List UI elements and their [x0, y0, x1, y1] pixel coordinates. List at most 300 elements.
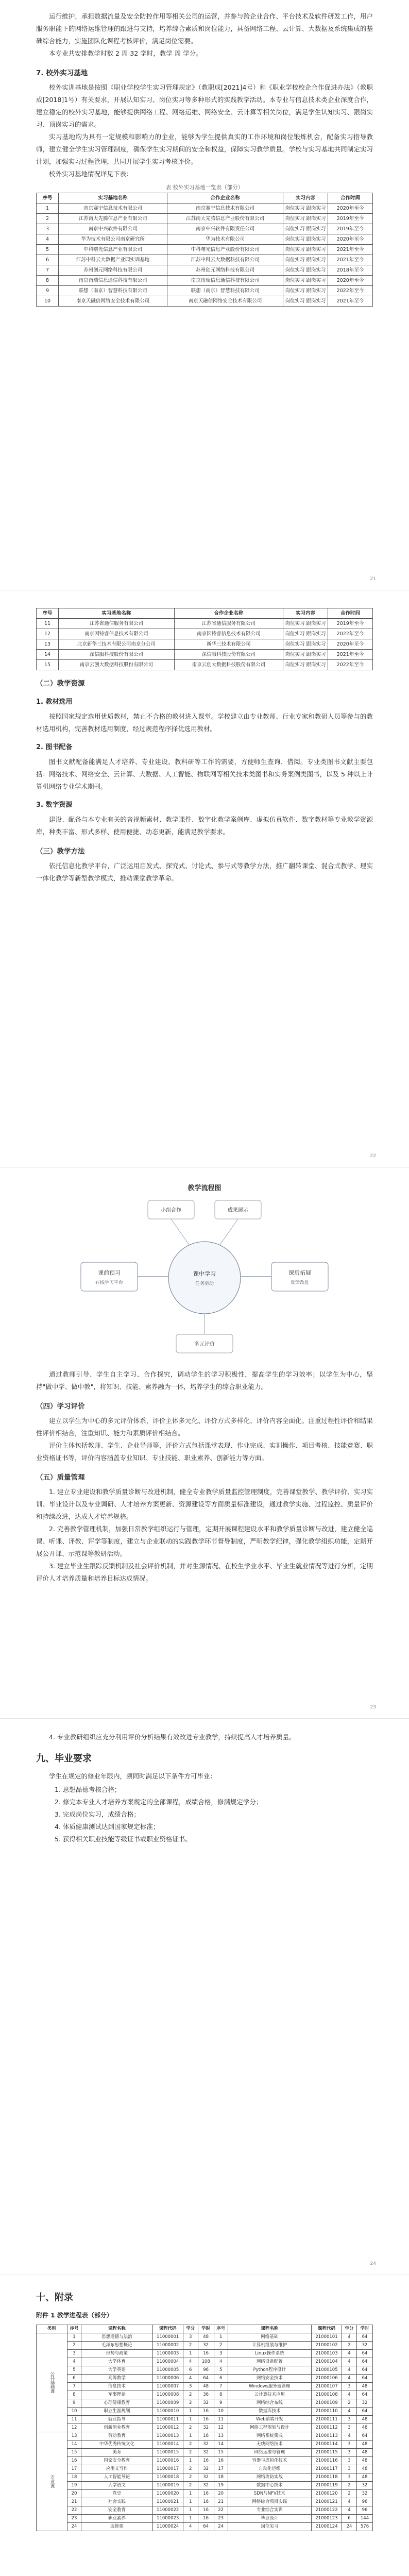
- table-cell: 11000006: [152, 2375, 183, 2383]
- table-cell: 岗位实习 跟岗实习: [283, 619, 328, 629]
- col-header: 序号: [37, 193, 59, 204]
- table-cell: 21000106: [312, 2375, 342, 2383]
- table-cell: 32: [198, 2449, 214, 2457]
- table-cell: 新华三技术有限公司: [174, 639, 283, 650]
- paragraph: 3. 建立毕业生跟踪反馈机制及社会评价机制，并对生源情况、在校生学业水平、毕业生就业情况等进行分析，定期评价人才培养质量和培养目标达成情况。: [36, 1562, 373, 1582]
- paragraph: 按照国家规定选用优质教材，禁止不合格的教材进入课堂。学校建立由专业教师、行业专家和教研人员等参与的教材选用机构，完善教材选用制度，经过规范程序择优选用教材。: [36, 713, 373, 733]
- table-cell: 岗位实习 跟岗实习: [283, 629, 328, 639]
- table-cell: 8: [37, 276, 59, 286]
- table-cell: 2021年至今: [328, 255, 373, 265]
- table-row: [37, 214, 373, 224]
- table-cell: 14: [37, 650, 59, 660]
- table-cell: 网络系统集成: [228, 2432, 311, 2441]
- table-cell: 2: [183, 2465, 198, 2473]
- table-cell: 21000113: [312, 2432, 342, 2441]
- table-cell: 联想（南京）智慧科技有限公司: [59, 286, 167, 296]
- table-cell: 南京云创大数据科技股份有限公司: [174, 660, 283, 670]
- list-item: 5. 获得相关职业技能等级证书或职业资格证书。: [55, 1835, 192, 1843]
- flow-node: 任务驱动: [195, 1281, 214, 1286]
- flow-node: 多元评价: [194, 1342, 215, 1347]
- table-cell: 南京因特睿信息技术有限公司: [59, 629, 175, 639]
- flow-svg: [71, 1180, 338, 1365]
- table-cell: 32: [198, 2342, 214, 2350]
- table-cell: 1: [183, 2506, 198, 2515]
- table-cell: 4: [183, 2523, 198, 2531]
- table-cell: 16: [198, 2515, 214, 2523]
- table-cell: 11000015: [152, 2449, 183, 2457]
- graduation-list: [36, 1784, 373, 1845]
- flow-node: 成果展示: [228, 1208, 248, 1213]
- table-cell: 576: [357, 2523, 373, 2531]
- table-cell: 岗位实习 跟岗实习: [283, 660, 328, 670]
- sub-heading: 1. 教材选用: [36, 698, 73, 706]
- table-cell: 16: [198, 2498, 214, 2506]
- table-cell: 23: [214, 2515, 228, 2523]
- col-header: 课程名称: [81, 2325, 153, 2333]
- paragraph: 图书文献配备能满足人才培养、专业建设、教科研等工作的需要，方便师生查询、借阅。专业类图书文献主要包括：网络技术、网络安全、云计算、大数据、人工智能、物联网等相关技术类图书和实务案例类图书，以及 5 种以上计算机网络专业学术期刊。: [36, 758, 373, 790]
- table-row: [37, 2350, 373, 2358]
- table-cell: 18: [214, 2473, 228, 2482]
- table-cell: Python程序设计: [228, 2366, 311, 2375]
- table-cell: 12: [37, 629, 59, 639]
- table-cell: 深信服科技股份有限公司: [59, 650, 175, 660]
- table-cell: 3: [342, 2465, 357, 2473]
- table-cell: 21000119: [312, 2482, 342, 2490]
- table-cell: 南京赛宁信息技术有限公司: [167, 204, 283, 214]
- table-cell: 3: [342, 2449, 357, 2457]
- table-cell: 13: [37, 639, 59, 650]
- table-cell: 13: [214, 2432, 228, 2441]
- table-row: [37, 2399, 373, 2408]
- table-cell: 19: [67, 2482, 81, 2490]
- table-cell: 4: [183, 2358, 198, 2366]
- table-cell: 南京因特睿信息技术有限公司: [174, 629, 283, 639]
- table-cell: 11000019: [152, 2482, 183, 2490]
- table-cell: 11000003: [152, 2350, 183, 2358]
- table-cell: 2020年至今: [328, 204, 373, 214]
- table-cell: 21000121: [312, 2498, 342, 2506]
- table-cell: 中科曙光信息产业股份有限公司: [167, 245, 283, 255]
- table-cell: 16: [198, 2408, 214, 2416]
- table-cell: 11000022: [152, 2506, 183, 2515]
- table-cell: 11000016: [152, 2457, 183, 2465]
- table-cell: 16: [214, 2457, 228, 2465]
- table-cell: 2: [342, 2399, 357, 2408]
- table-cell: 2: [67, 2342, 81, 2350]
- table-cell: 32: [198, 2399, 214, 2408]
- col-header: 课程名称: [228, 2325, 311, 2333]
- paragraph: 本专业共安排教学时数 2 周 32 学时，教学 周 学分。: [49, 49, 202, 57]
- table-cell: 21000116: [312, 2457, 342, 2465]
- table-cell: 网络综合布线: [228, 2399, 311, 2408]
- table-cell: 24: [342, 2523, 357, 2531]
- paragraph: 校外实习基地情况详见下表：: [49, 170, 133, 178]
- table-cell: 16: [198, 2432, 214, 2441]
- table-cell: 3: [342, 2416, 357, 2424]
- table-cell: 48: [357, 2416, 373, 2424]
- table-cell: 南京云创大数据科技股份有限公司: [59, 660, 175, 670]
- table-cell: 岗位实习 跟岗实习: [283, 255, 328, 265]
- table-cell: 中科曙光信息产业有限公司: [59, 245, 167, 255]
- table-cell: 64: [357, 2333, 373, 2342]
- table-cell: 64: [357, 2432, 373, 2441]
- table-cell: 岗位实习 跟岗实习: [283, 296, 328, 307]
- table-cell: 64: [357, 2358, 373, 2366]
- table-row: [37, 2416, 373, 2424]
- table-row: [37, 2506, 373, 2515]
- table-cell: 4: [342, 2432, 357, 2441]
- chapter-heading: 十、附录: [36, 2292, 73, 2303]
- table-cell: 网络设备配置: [228, 2358, 311, 2366]
- table-cell: 11000008: [152, 2391, 183, 2399]
- table-cell: 南京南瑞信息通信科技有限公司: [167, 276, 283, 286]
- table-cell: 15: [67, 2449, 81, 2457]
- table-cell: 思想道德与法治: [81, 2333, 153, 2342]
- table-cell: 2: [183, 2424, 198, 2432]
- table-row: [37, 2358, 373, 2366]
- table-cell: 11000010: [152, 2408, 183, 2416]
- list-item: 3. 完成岗位实习，成绩合格；: [55, 1810, 140, 1818]
- table-cell: 江苏南大先腾信息产业股份有限公司: [167, 214, 283, 224]
- table-cell: 大学英语: [81, 2366, 153, 2375]
- table-cell: 应用文写作: [81, 2465, 153, 2473]
- table-cell: 11000023: [152, 2515, 183, 2523]
- table-cell: 4: [342, 2350, 357, 2358]
- col-header: 学时: [198, 2325, 214, 2333]
- col-header: 学分: [183, 2325, 198, 2333]
- table-row: [37, 2366, 373, 2375]
- table-cell: 21: [67, 2498, 81, 2506]
- table-cell: 1: [183, 2408, 198, 2416]
- table-cell: 21000115: [312, 2449, 342, 2457]
- table-cell: 6: [67, 2375, 81, 2383]
- table-cell: 岗位实习 跟岗实习: [283, 650, 328, 660]
- table-cell: 1: [183, 2416, 198, 2424]
- table-cell: 5: [67, 2366, 81, 2375]
- flow-node: 课后拓展: [288, 1269, 311, 1276]
- table-cell: 南京天融信网络安全技术有限公司: [59, 296, 167, 307]
- table-cell: 网络攻防实战: [228, 2473, 311, 2482]
- table-cell: SDN与NFV技术: [228, 2490, 311, 2498]
- table-cell: 48: [357, 2449, 373, 2457]
- table-row: [37, 2449, 373, 2457]
- table-cell: 3: [342, 2424, 357, 2432]
- col-header: 合作时间: [328, 193, 373, 204]
- table-cell: 2: [342, 2490, 357, 2498]
- table-cell: 4: [183, 2375, 198, 2383]
- table-cell: 1: [183, 2457, 198, 2465]
- table-row: [37, 224, 373, 234]
- table-cell: 14: [67, 2441, 81, 2449]
- table-cell: 岗位实习 跟岗实习: [283, 245, 328, 255]
- table-cell: 2021年至今: [328, 650, 373, 660]
- table-cell: 岗位实习 跟岗实习: [283, 204, 328, 214]
- table-row: [37, 2457, 373, 2465]
- table-cell: 20: [67, 2490, 81, 2498]
- table-cell: 1: [183, 2490, 198, 2498]
- table-row: [37, 2490, 373, 2498]
- table-cell: 江苏南大先腾信息产业有限公司: [59, 214, 167, 224]
- table-cell: 1: [214, 2333, 228, 2342]
- section-heading: （四）学习评价: [36, 1402, 85, 1411]
- group-label: 专业课: [37, 2432, 67, 2531]
- table-cell: 2: [183, 2391, 198, 2399]
- section-heading: （五）质量管理: [36, 1473, 85, 1482]
- table-cell: 32: [198, 2465, 214, 2473]
- table-cell: 岗位实习 跟岗实习: [283, 234, 328, 245]
- table-cell: 21000104: [312, 2358, 342, 2366]
- table-cell: 自动化运维: [228, 2465, 311, 2473]
- table-cell: 信息技术: [81, 2383, 153, 2391]
- table-cell: 17: [214, 2465, 228, 2473]
- table-cell: 13: [67, 2432, 81, 2441]
- table-row: [37, 2482, 373, 2490]
- table-cell: 21000103: [312, 2350, 342, 2358]
- table-cell: 21000124: [312, 2523, 342, 2531]
- table-cell: 21000114: [312, 2441, 342, 2449]
- table-row: [37, 2515, 373, 2523]
- col-header: 实习内容: [283, 608, 328, 619]
- table-row: [37, 296, 373, 307]
- table-cell: 4: [342, 2358, 357, 2366]
- table-cell: 11: [214, 2416, 228, 2424]
- table-cell: 1: [183, 2350, 198, 2358]
- table-cell: 人工智能导论: [81, 2473, 153, 2482]
- table-cell: 2022年至今: [328, 629, 373, 639]
- table-cell: 10: [67, 2408, 81, 2416]
- table-cell: 32: [357, 2490, 373, 2498]
- paragraph: 评价主体包括教师、学生、企业导师等，评价方式包括课堂表现、作业完成、实训操作、项目考核、技能竞赛、职业资格证书等，评价内容涵盖专业知识、专业技能、职业素养、创新能力等方面。: [36, 1442, 373, 1462]
- table-cell: 3: [342, 2473, 357, 2482]
- table-cell: 64: [357, 2366, 373, 2375]
- table-cell: 南京天融信网络安全技术有限公司: [167, 296, 283, 307]
- table-cell: 专业综合实训: [228, 2506, 311, 2515]
- table-cell: 就业指导: [81, 2416, 153, 2424]
- table-cell: 2021年至今: [328, 245, 373, 255]
- table-row: [37, 660, 373, 670]
- table-cell: 11000018: [152, 2473, 183, 2482]
- table-row: [37, 265, 373, 276]
- table-cell: 网络综合项目实践: [228, 2498, 311, 2506]
- table-cell: 2021年至今: [328, 296, 373, 307]
- table-cell: 江苏中科云大数据产业园实训基地: [59, 255, 167, 265]
- table-cell: 岗位实习 跟岗实习: [283, 286, 328, 296]
- table-cell: 22: [214, 2506, 228, 2515]
- table-cell: 8: [67, 2391, 81, 2399]
- paragraph: 建立以学生为中心的多元评价体系，评价主体多元化、评价方式多样化、评价内容全面化。注重过程性评价和结果性评价相结合，注重知识、能力和素质评价相结合。: [36, 1417, 373, 1437]
- table-cell: 2020年至今: [328, 234, 373, 245]
- table-cell: 9: [214, 2399, 228, 2408]
- table-cell: 12: [214, 2424, 228, 2432]
- table-cell: 江苏省通信服务有限公司: [59, 619, 175, 629]
- table-row: [37, 2408, 373, 2416]
- col-header: 合作企业名称: [167, 193, 283, 204]
- table-cell: 11000011: [152, 2416, 183, 2424]
- table-cell: 2022年至今: [328, 286, 373, 296]
- col-header: 实习内容: [283, 193, 328, 204]
- flow-center-circle: [168, 1242, 241, 1314]
- table-cell: 3: [183, 2333, 198, 2342]
- table-cell: 9: [67, 2399, 81, 2408]
- table-cell: 48: [357, 2424, 373, 2432]
- table-cell: 21000107: [312, 2383, 342, 2391]
- table-row: [37, 255, 373, 265]
- table-cell: 3: [214, 2350, 228, 2358]
- table-cell: 16: [67, 2457, 81, 2465]
- table-cell: 21000112: [312, 2424, 342, 2432]
- table-cell: 职业生涯规划: [81, 2408, 153, 2416]
- table-cell: 4: [342, 2366, 357, 2375]
- table-cell: 21000120: [312, 2490, 342, 2498]
- table-cell: 深信服科技股份有限公司: [174, 650, 283, 660]
- flow-node: 在线学习平台: [95, 1280, 124, 1285]
- table-cell: 国家安全教育: [81, 2457, 153, 2465]
- table-cell: 岗位实习 跟岗实习: [283, 639, 328, 650]
- table-cell: 3: [37, 224, 59, 234]
- table-cell: 数据库技术: [228, 2408, 311, 2416]
- table-cell: 2: [183, 2473, 198, 2482]
- page-1: [36, 0, 376, 587]
- table-cell: 南京南瑞信息通信科技有限公司: [59, 276, 167, 286]
- table-cell: 3: [342, 2457, 357, 2465]
- table-caption: 表 校外实习基地一览表（部分）: [165, 184, 244, 191]
- table-cell: 108: [198, 2358, 214, 2366]
- table-cell: 4: [342, 2498, 357, 2506]
- table-row: [37, 639, 373, 650]
- table-cell: 2: [183, 2342, 198, 2350]
- list-item: 4. 体质健康测试达到国家规定标准；: [55, 1823, 160, 1831]
- table-cell: 9: [37, 286, 59, 296]
- table-cell: 48: [357, 2441, 373, 2449]
- table-cell: 2: [183, 2482, 198, 2490]
- page-4: [36, 1721, 376, 2272]
- col-header: 实习基地名称: [59, 608, 175, 619]
- table-cell: 21000110: [312, 2408, 342, 2416]
- table-cell: 11000001: [152, 2333, 183, 2342]
- table-cell: 64: [198, 2375, 214, 2383]
- table-cell: 岗位实习 跟岗实习: [283, 224, 328, 234]
- sub-heading: 2. 图书配备: [36, 743, 73, 751]
- table-cell: 22: [67, 2506, 81, 2515]
- table-cell: 江苏中科云大数据科技有限公司: [167, 255, 283, 265]
- table-cell: 96: [198, 2366, 214, 2375]
- table-cell: 16: [198, 2457, 214, 2465]
- table-cell: 心理健康教育: [81, 2399, 153, 2408]
- table-cell: 5: [214, 2366, 228, 2375]
- table-cell: 11000002: [152, 2342, 183, 2350]
- table-row: [37, 650, 373, 660]
- flow-box: [271, 1262, 328, 1291]
- table-cell: 16: [198, 2490, 214, 2498]
- table-cell: 21000108: [312, 2391, 342, 2399]
- table-cell: 苏州创元网络科技有限公司: [167, 265, 283, 276]
- table-cell: 11000009: [152, 2399, 183, 2408]
- table-cell: 11000021: [152, 2498, 183, 2506]
- table-cell: 南京中兴软件有限公司: [59, 224, 167, 234]
- table-cell: 1: [183, 2432, 198, 2441]
- table-cell: 2022年至今: [328, 660, 373, 670]
- table-cell: 2020年至今: [328, 639, 373, 650]
- table-cell: 96: [357, 2498, 373, 2506]
- table-cell: Windows服务器管理: [228, 2383, 311, 2391]
- table-cell: 4: [37, 234, 59, 245]
- paragraph: 通过教师引导、学生自主学习、合作探究，调动学生的学习积极性，提高学生的学习效率；以学生为中心，坚持"做中学、做中教"，将知识、技能、素养融为一体，培养学生的综合职业能力。: [36, 1370, 373, 1391]
- table-cell: 6: [183, 2366, 198, 2375]
- table-cell: 4: [214, 2358, 228, 2366]
- table-cell: 48: [198, 2333, 214, 2342]
- table-cell: 3: [342, 2441, 357, 2449]
- table-cell: 12: [67, 2424, 81, 2432]
- table-cell: 2: [342, 2482, 357, 2490]
- table-cell: 军事理论: [81, 2391, 153, 2399]
- table-cell: 11: [67, 2416, 81, 2424]
- table-cell: 毛泽东思想概论: [81, 2342, 153, 2350]
- table-row: [37, 204, 373, 214]
- table-cell: 4: [342, 2506, 357, 2515]
- table-cell: 2020年至今: [328, 276, 373, 286]
- table-cell: 64: [357, 2350, 373, 2358]
- table-cell: 11000012: [152, 2424, 183, 2432]
- table-cell: Linux操作系统: [228, 2350, 311, 2358]
- table-cell: 网络基础: [228, 2333, 311, 2342]
- table-cell: 4: [342, 2375, 357, 2383]
- table-cell: 21000117: [312, 2465, 342, 2473]
- page-3: [36, 1170, 376, 1716]
- table-cell: 高等数学: [81, 2375, 153, 2383]
- table-cell: 7: [214, 2383, 228, 2391]
- table-cell: 21000101: [312, 2333, 342, 2342]
- table-cell: 形势与政策: [81, 2350, 153, 2358]
- flow-box: [81, 1262, 138, 1291]
- table-row: [37, 2473, 373, 2482]
- table-cell: 劳动教育: [81, 2432, 153, 2441]
- appendix-title: 附件 1 教学进程表（部分）: [36, 2312, 113, 2319]
- paragraph: 实习基地均为具有一定规模和影响力的企业，能够为学生提供真实的工作环境和岗位锻炼机会，配备实习指导教师，建立健全学生实习管理制度，确保学生实习期间的安全和权益，保障实习教学质量。学校与实习基地共同制定实习计划，加强实习过程管理，共同开展学生实习考核评价。: [36, 133, 373, 165]
- table-cell: 64: [357, 2391, 373, 2399]
- table-cell: 6: [214, 2375, 228, 2383]
- table-cell: 党史: [81, 2490, 153, 2498]
- paragraph: 依托信息化教学平台，广泛运用启发式、探究式、讨论式、参与式等教学方法，推广翻转课堂、混合式教学、理实一体化教学等新型教学模式，推动课堂教学革命。: [36, 862, 373, 882]
- table-cell: 21000122: [312, 2506, 342, 2515]
- table-row: [37, 2342, 373, 2350]
- table-cell: 南京中兴软件有限责任公司: [167, 224, 283, 234]
- page-number: 24: [370, 2261, 376, 2266]
- table-cell: 1: [183, 2498, 198, 2506]
- table-cell: 36: [198, 2391, 214, 2399]
- table-cell: 32: [357, 2342, 373, 2350]
- table-cell: 1: [183, 2515, 198, 2523]
- table-cell: 2: [214, 2342, 228, 2350]
- table-cell: 美育: [81, 2449, 153, 2457]
- table-cell: 岗位实习 跟岗实习: [283, 265, 328, 276]
- table-cell: 144: [357, 2515, 373, 2523]
- table-cell: 21000105: [312, 2366, 342, 2375]
- table-cell: 24: [67, 2523, 81, 2531]
- col-header: 序号: [214, 2325, 228, 2333]
- table-cell: 岗位实习: [228, 2523, 311, 2531]
- paragraph: 校外实训基地是按照《职业学校学生实习管理规定》（教职成[2021]4号）和《职业学校校企合作促进办法》（教职成[2018]1号）有关要求，开展认知实习、岗位实习等多种形式的实践教学活动。本专业与信息技术类企业深度合作，建立稳定的校外实习基地，能够提供网络工程、网络运维、网络安全、云计算等相关岗位，满足学生认知实习、跟岗实习、顶岗实习的需求。: [36, 83, 373, 128]
- table-cell: 中华优秀传统文化: [81, 2441, 153, 2449]
- table-cell: 23: [67, 2515, 81, 2523]
- group-label: 公共基础课: [37, 2333, 67, 2432]
- table-cell: 11000004: [152, 2358, 183, 2366]
- page-2: [36, 592, 376, 1164]
- table-cell: 32: [357, 2482, 373, 2490]
- table-cell: 7: [37, 265, 59, 276]
- table-row: [37, 276, 373, 286]
- table-cell: 7: [67, 2383, 81, 2391]
- col-header: 序号: [37, 608, 59, 619]
